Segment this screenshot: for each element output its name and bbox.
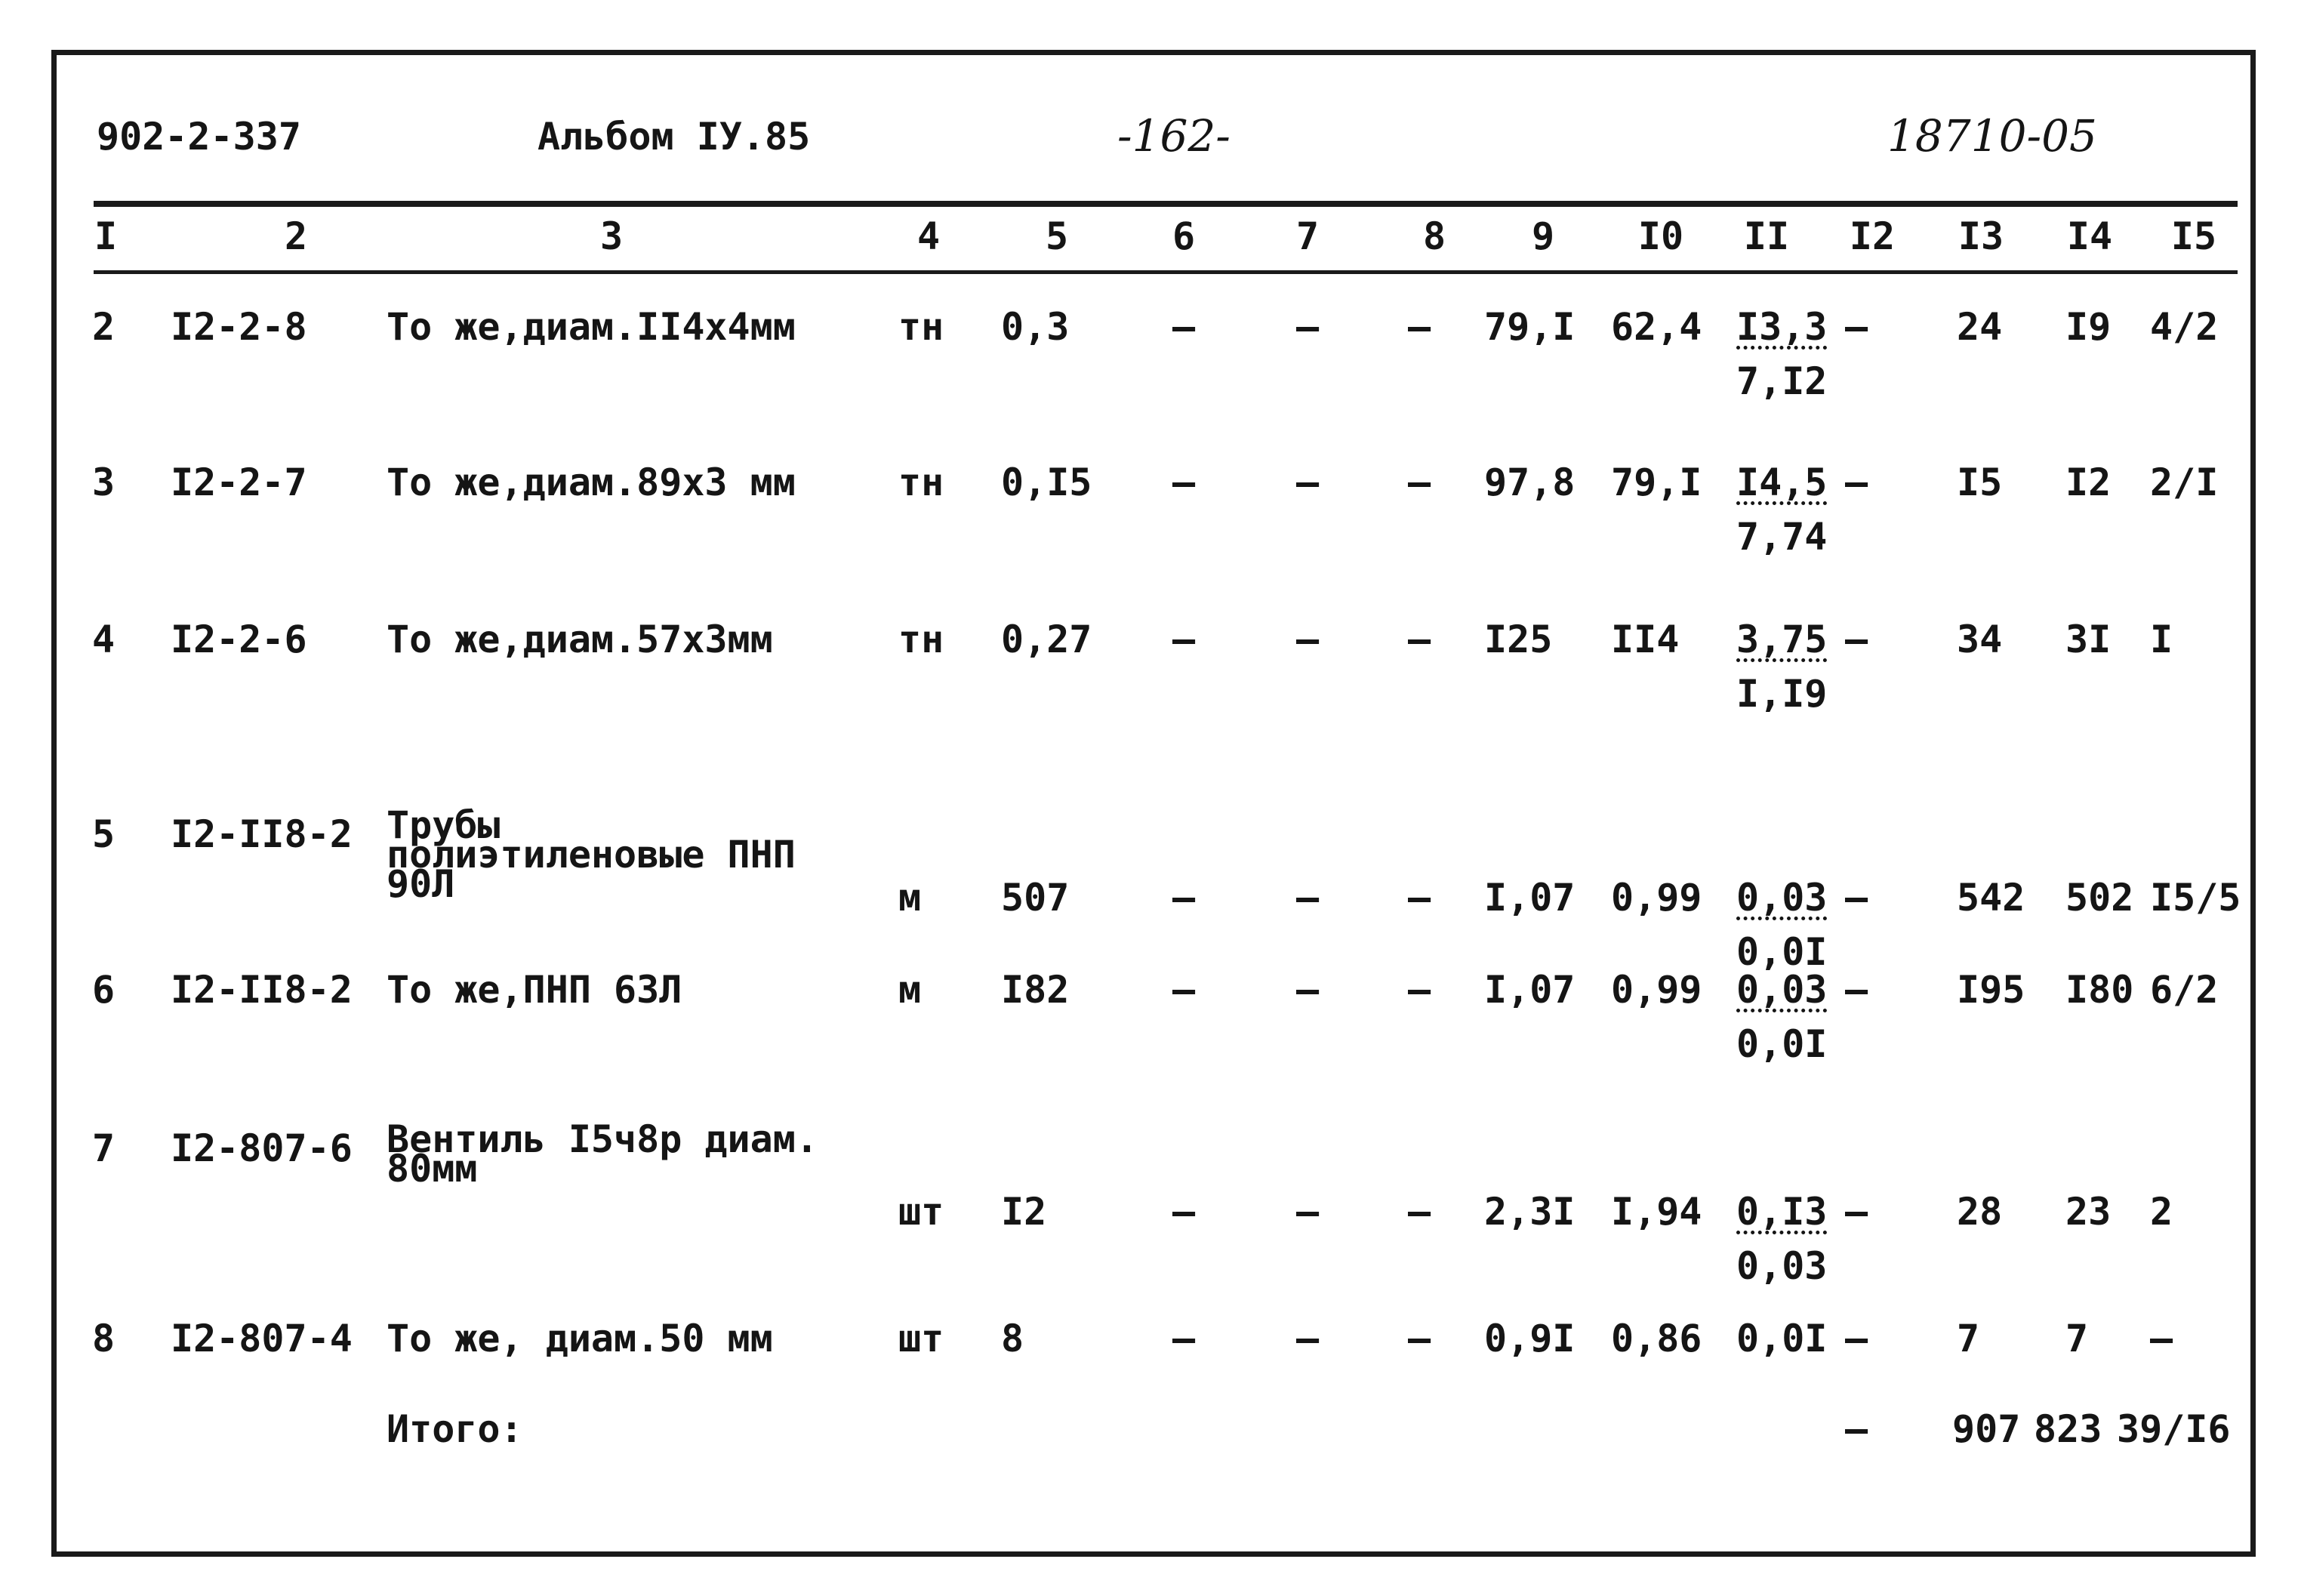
total-col15: 39/I6: [2117, 1407, 2231, 1451]
col12-value: –: [1845, 461, 1868, 504]
col11-bottom-value: I,I9: [1736, 672, 1828, 716]
col8-value: –: [1407, 1317, 1431, 1360]
col15-value: 4/2: [2150, 305, 2219, 349]
column-header-14: I4: [2066, 214, 2113, 258]
col9-value: I25: [1484, 618, 1553, 661]
col12-value: –: [1845, 968, 1868, 1012]
col8-value: –: [1407, 968, 1431, 1012]
item-code: I2-2-7: [171, 461, 307, 504]
col9-value: 79,I: [1484, 305, 1576, 349]
col8-value: –: [1407, 461, 1431, 504]
column-header-6: 6: [1172, 214, 1196, 258]
row-number: 8: [92, 1317, 116, 1360]
column-header-1: I: [94, 214, 118, 258]
col6-value: –: [1172, 618, 1196, 661]
col10-value: I,94: [1611, 1190, 1702, 1234]
quantity: 0,I5: [1001, 461, 1092, 504]
item-name: То же,ПНП 63Л: [387, 968, 682, 1012]
col11-bottom-value: 0,03: [1736, 1244, 1828, 1288]
row-number: 3: [92, 461, 116, 504]
header-rule-top: [94, 201, 2238, 207]
page-frame: [51, 50, 2256, 1557]
col11-top-value: 0,03: [1736, 968, 1828, 1012]
unit: тн: [898, 305, 944, 349]
total-col13: 907: [1952, 1407, 2021, 1451]
column-header-10: I0: [1637, 214, 1684, 258]
col8-value: –: [1407, 618, 1431, 661]
col9-value: I,07: [1484, 876, 1576, 920]
col10-value: 0,99: [1611, 968, 1702, 1012]
column-header-3: 3: [599, 214, 624, 258]
col13-value: 24: [1957, 305, 2003, 349]
item-code: I2-2-8: [171, 305, 307, 349]
col14-value: I2: [2065, 461, 2112, 504]
col14-value: 23: [2065, 1190, 2112, 1234]
quantity: I82: [1001, 968, 1070, 1012]
col12-value: –: [1845, 1190, 1868, 1234]
row-number: 5: [92, 812, 116, 856]
column-header-7: 7: [1295, 214, 1320, 258]
total-label: Итого:: [387, 1407, 523, 1451]
quantity: 0,27: [1001, 618, 1092, 661]
col11-top-value: 0,03: [1736, 876, 1828, 920]
col11-bottom-value: 0,0I: [1736, 1022, 1828, 1066]
col11-top-value: 3,75: [1736, 618, 1828, 661]
column-header-15: I5: [2170, 214, 2217, 258]
col13-value: 34: [1957, 618, 2003, 661]
col9-value: 0,9I: [1484, 1317, 1576, 1360]
col11-top-value: I3,3: [1736, 305, 1828, 349]
col15-value: 2/I: [2150, 461, 2219, 504]
col6-value: –: [1172, 876, 1196, 920]
col10-value: 79,I: [1611, 461, 1702, 504]
column-header-9: 9: [1531, 214, 1555, 258]
col14-value: 7: [2065, 1317, 2089, 1360]
quantity: I2: [1001, 1190, 1047, 1234]
header-rule-bottom: [94, 270, 2238, 274]
column-header-11: II: [1743, 214, 1790, 258]
col13-value: I95: [1957, 968, 2025, 1012]
col11-top-value: 0,0I: [1736, 1317, 1828, 1360]
column-header-2: 2: [284, 214, 308, 258]
total-col12: –: [1845, 1407, 1868, 1451]
item-code: I2-2-6: [171, 618, 307, 661]
col9-value: 2,3I: [1484, 1190, 1576, 1234]
col7-value: –: [1295, 968, 1320, 1012]
col14-value: 502: [2065, 876, 2134, 920]
column-header-4: 4: [916, 214, 941, 258]
document-code: 18710-05: [1887, 110, 2097, 162]
col6-value: –: [1172, 461, 1196, 504]
row-number: 6: [92, 968, 116, 1012]
unit: шт: [898, 1317, 944, 1360]
col11-top-value: I4,5: [1736, 461, 1828, 504]
unit: м: [898, 968, 922, 1012]
col11-bottom-value: 0,0I: [1736, 930, 1828, 974]
quantity: 8: [1001, 1317, 1024, 1360]
item-name: То же,диам.57х3мм: [387, 618, 773, 661]
col15-value: I5/5: [2150, 876, 2241, 920]
col10-value: 0,86: [1611, 1317, 1702, 1360]
col7-value: –: [1295, 876, 1320, 920]
album-title: Альбом IУ.85: [538, 115, 811, 159]
col8-value: –: [1407, 305, 1431, 349]
col14-value: I80: [2065, 968, 2134, 1012]
quantity: 507: [1001, 876, 1070, 920]
item-name: То же,диам.89х3 мм: [387, 461, 796, 504]
item-name: Трубы полиэтиленовые ПНП 90Л: [387, 803, 796, 906]
col11-bottom-value: 7,I2: [1736, 359, 1828, 403]
quantity: 0,3: [1001, 305, 1070, 349]
item-name: То же, диам.50 мм: [387, 1317, 773, 1360]
col11-top-value: 0,I3: [1736, 1190, 1828, 1234]
col6-value: –: [1172, 305, 1196, 349]
col8-value: –: [1407, 1190, 1431, 1234]
col7-value: –: [1295, 461, 1320, 504]
doc-number: 902-2-337: [97, 115, 301, 159]
unit: тн: [898, 618, 944, 661]
col15-value: 6/2: [2150, 968, 2219, 1012]
col13-value: I5: [1957, 461, 2003, 504]
total-col14: 823: [2034, 1407, 2102, 1451]
col9-value: I,07: [1484, 968, 1576, 1012]
col13-value: 542: [1957, 876, 2025, 920]
unit: шт: [898, 1190, 944, 1234]
col14-value: I9: [2065, 305, 2112, 349]
col15-value: I: [2150, 618, 2173, 661]
item-code: I2-II8-2: [171, 968, 353, 1012]
unit: м: [898, 876, 922, 920]
column-header-13: I3: [1958, 214, 2004, 258]
item-name: То же,диам.II4х4мм: [387, 305, 796, 349]
col12-value: –: [1845, 876, 1868, 920]
column-header-8: 8: [1422, 214, 1446, 258]
col7-value: –: [1295, 1317, 1320, 1360]
col12-value: –: [1845, 1317, 1868, 1360]
col6-value: –: [1172, 1317, 1196, 1360]
col7-value: –: [1295, 618, 1320, 661]
column-header-12: I2: [1849, 214, 1896, 258]
column-header-5: 5: [1045, 214, 1069, 258]
row-number: 2: [92, 305, 116, 349]
col12-value: –: [1845, 305, 1868, 349]
col13-value: 28: [1957, 1190, 2003, 1234]
item-name: Вентиль I5ч8р диам. 80мм: [387, 1117, 818, 1191]
col15-value: 2: [2150, 1190, 2173, 1234]
item-code: I2-807-6: [171, 1126, 353, 1170]
col7-value: –: [1295, 1190, 1320, 1234]
row-number: 7: [92, 1126, 116, 1170]
item-code: I2-II8-2: [171, 812, 353, 856]
col12-value: –: [1845, 618, 1868, 661]
unit: тн: [898, 461, 944, 504]
col8-value: –: [1407, 876, 1431, 920]
col14-value: 3I: [2065, 618, 2112, 661]
row-number: 4: [92, 618, 116, 661]
col13-value: 7: [1957, 1317, 1980, 1360]
item-code: I2-807-4: [171, 1317, 353, 1360]
page-number: -162-: [1117, 110, 1231, 162]
col6-value: –: [1172, 1190, 1196, 1234]
col9-value: 97,8: [1484, 461, 1576, 504]
col10-value: II4: [1611, 618, 1680, 661]
col7-value: –: [1295, 305, 1320, 349]
col15-value: –: [2150, 1317, 2173, 1360]
col6-value: –: [1172, 968, 1196, 1012]
col11-bottom-value: 7,74: [1736, 515, 1828, 559]
col10-value: 62,4: [1611, 305, 1702, 349]
col10-value: 0,99: [1611, 876, 1702, 920]
